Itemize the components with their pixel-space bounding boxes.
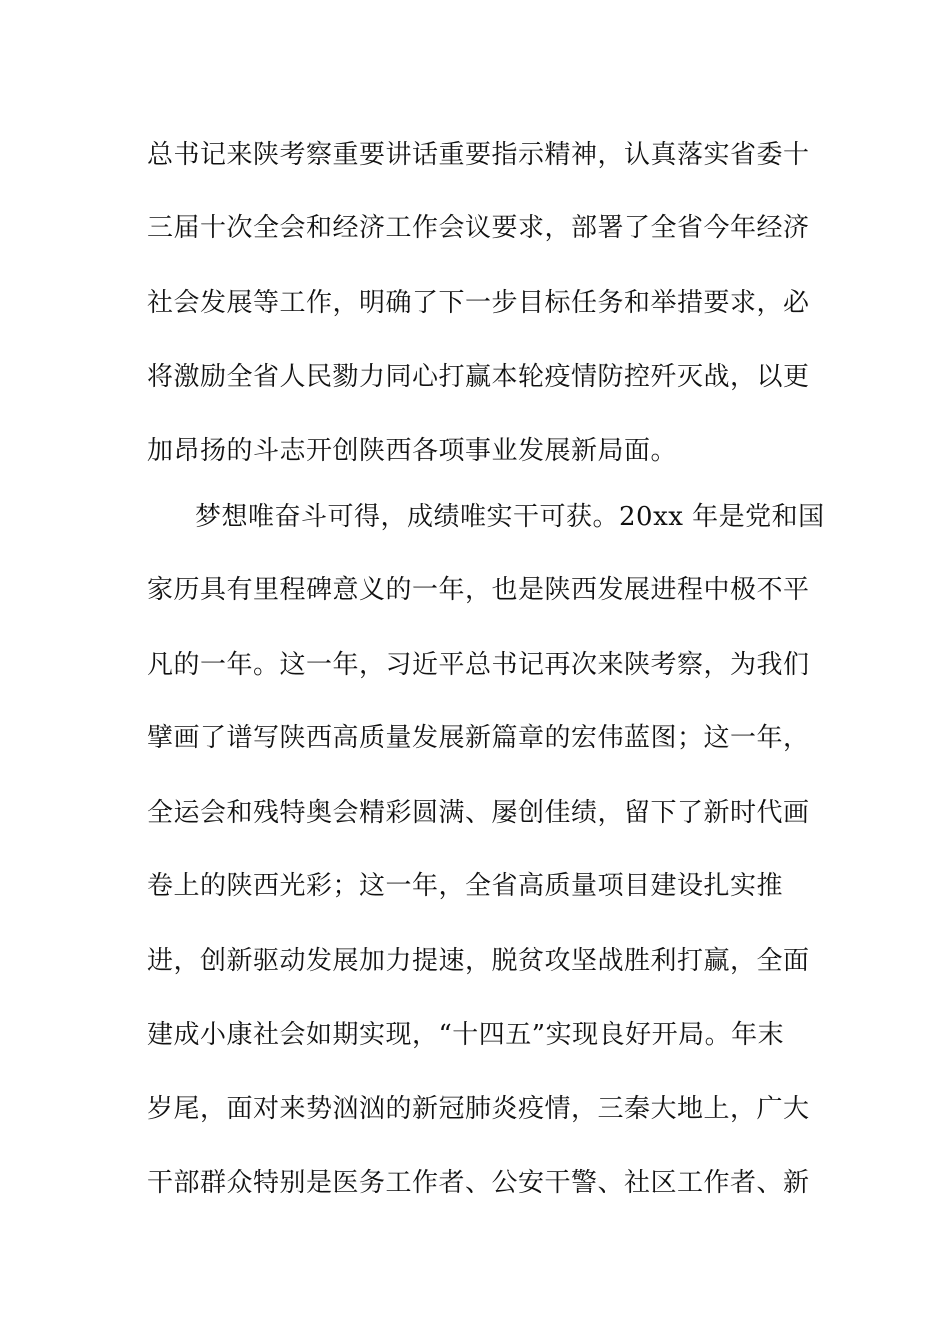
text-line: 将激励全省人民勠力同心打赢本轮疫情防控歼灭战，以更 [147, 362, 810, 392]
text-line: 三届十次全会和经济工作会议要求，部署了全省今年经济 [147, 213, 810, 243]
text-line: 建成小康社会如期实现，“十四五”实现良好开局。年末 [147, 1020, 785, 1050]
text-line: 家历具有里程碑意义的一年，也是陕西发展进程中极不平 [147, 575, 810, 605]
paragraph-first-line: 梦想唯奋斗可得，成绩唯实干可获。20xx 年是党和国 [195, 502, 825, 532]
text-line: 总书记来陕考察重要讲话重要指示精神，认真落实省委十 [147, 140, 810, 170]
text-line: 凡的一年。这一年，习近平总书记再次来陕考察，为我们 [147, 650, 810, 680]
text-line: 社会发展等工作，明确了下一步目标任务和举措要求，必 [147, 288, 810, 318]
text-line: 卷上的陕西光彩；这一年，全省高质量项目建设扎实推 [147, 871, 784, 901]
text-line: 进，创新驱动发展加力提速，脱贫攻坚战胜利打赢，全面 [147, 946, 810, 976]
text-line: 全运会和残特奥会精彩圆满、屡创佳绩，留下了新时代画 [147, 798, 810, 828]
text-line: 加昂扬的斗志开创陕西各项事业发展新局面。 [147, 436, 678, 466]
text-line: 岁尾，面对来势汹汹的新冠肺炎疫情，三秦大地上，广大 [147, 1094, 810, 1124]
text-line: 干部群众特别是医务工作者、公安干警、社区工作者、新 [147, 1168, 810, 1198]
text-line: 擘画了谱写陕西高质量发展新篇章的宏伟蓝图；这一年， [147, 723, 810, 753]
